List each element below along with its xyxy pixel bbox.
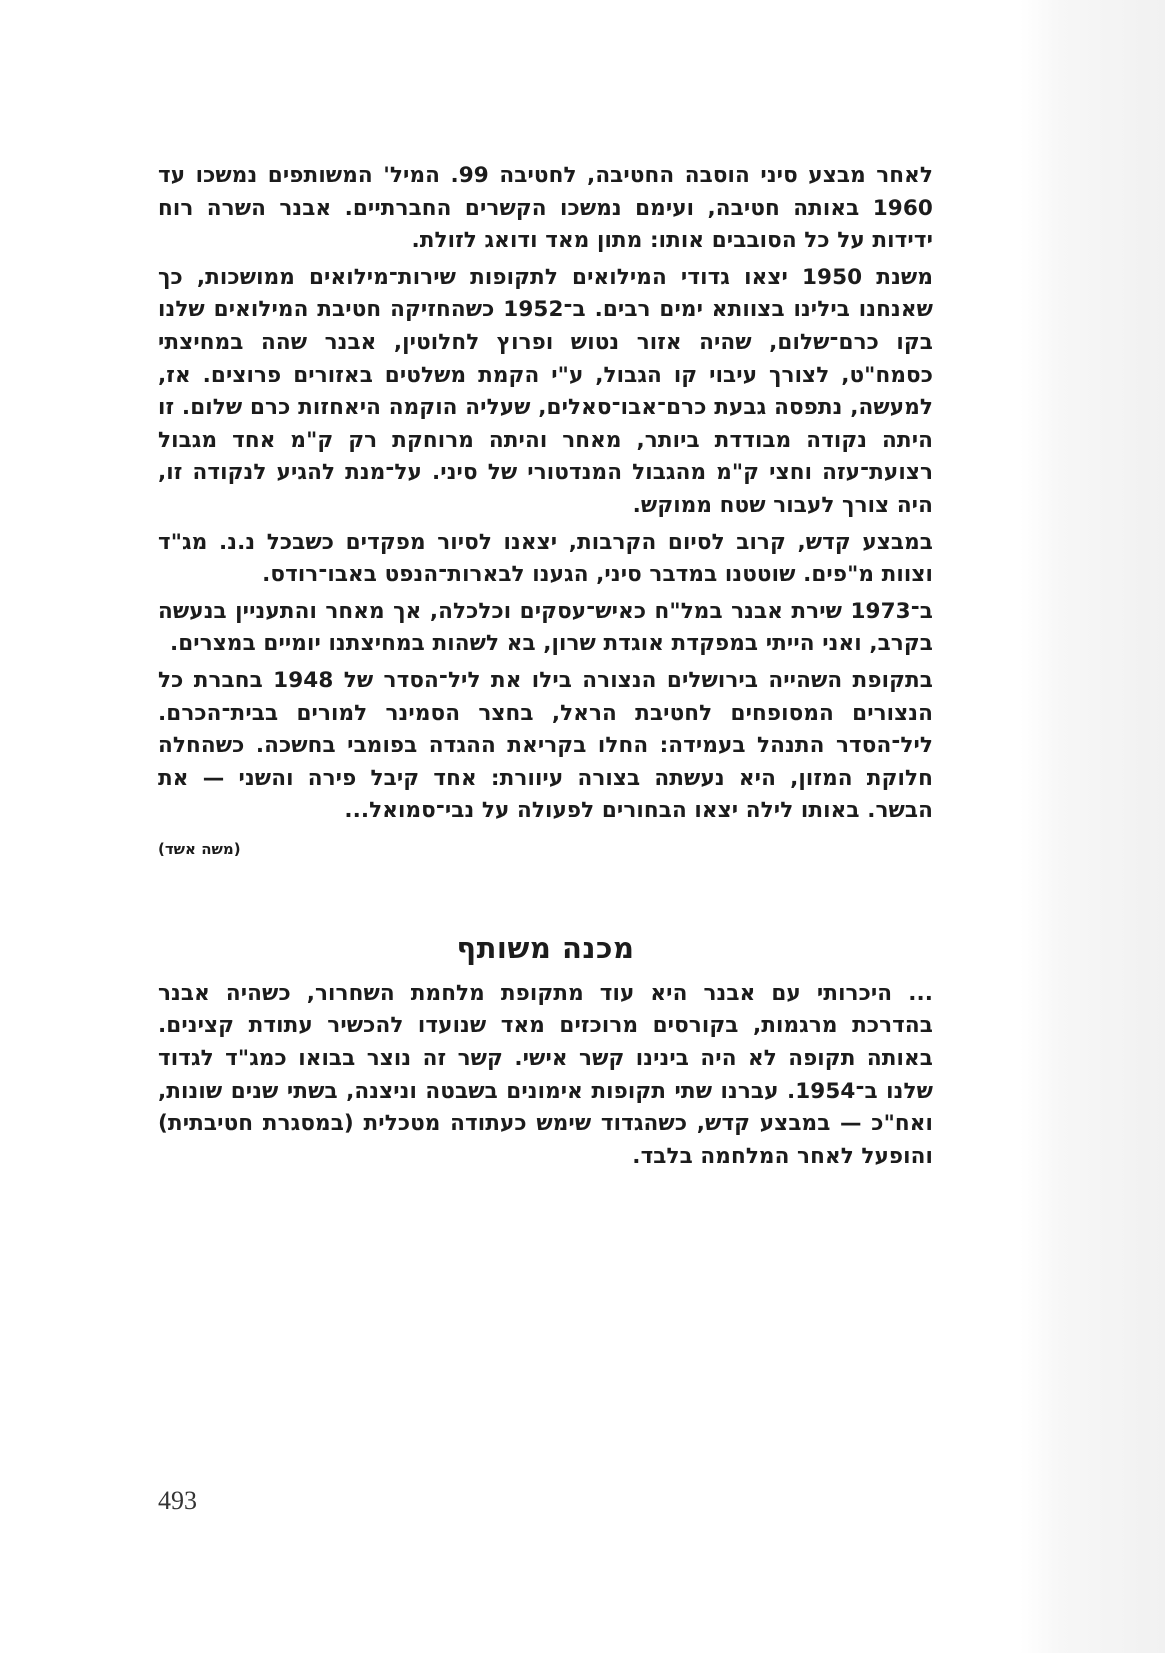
section-title: מכנה משותף xyxy=(456,930,635,965)
paragraph-6: ... היכרותי עם אבנר היא עוד מתקופת מלחמת השחרור, כשהיה אבנר בהדרכת מרגמות, בקורסים מרוכזים מאד שנועדו להכשיר עתודת קצינים. באותה תקופה לא היה בינינו קשר אישי. קשר זה נוצר בבואו כמג"ד לגדוד שלנו ב־1954. עברנו שתי תקופות אימונים בשבטה וניצנה, בשתי שנים שונות, ואח"כ — במבצע קדש, כשהגדוד שימש כעתודה מטכלית (במסגרת חטיבתית) והופעל לאחר המלחמה בלבד. xyxy=(158,980,933,1169)
page-text-block xyxy=(158,160,933,1177)
paragraph-3: במבצע קדש, קרוב לסיום הקרבות, יצאנו לסיור מפקדים כשבכל נ.נ. מג"ד וצוות מ"פים. שוטטנו במדבר סיני, הגענו לבארות־הנפט באבו־רודס. xyxy=(158,529,933,588)
paragraph-1: לאחר מבצע סיני הוסבה החטיבה, לחטיבה 99. המיל' המשותפים נמשכו עד 1960 באותה חטיבה, ועימם נמשכו הקשרים החברתיים. אבנר השרה רוח ידידות על כל הסובבים אותו: מתון מאד ודואג לזולת. xyxy=(158,163,933,254)
paragraph-2: משנת 1950 יצאו גדודי המילואים לתקופות שירות־מילואים ממושכות, כך שאנחנו בילינו בצוותא ימים רבים. ב־1952 כשהחזיקה חטיבת המילואים שלנו בקו כרם־שלום, שהיה אזור נטוש ופרוץ לחלוטין, אבנר שהה במחיצתי כסמח"ט, לצורך עיבוי קו הגבול, ע"י הקמת משלטים באזורים פרוצים. אז, למעשה, נתפסה גבעת כרם־אבו־סאלים, שעליה הוקמה היאחזות כרם שלום. זו היתה נקודה מבודדת ביותר, מאחר והיתה מרוחקת רק ק"מ אחד מגבול רצועת־עזה וחצי ק"מ מהגבול המנדטורי של סיני. על־מנת להגיע לנקודה זו, היה צורך לעבור שטח ממוקש. xyxy=(158,264,933,518)
paragraph-4: ב־1973 שירת אבנר במל"ח כאיש־עסקים וכלכלה, אך מאחר והתעניין בנעשה בקרב, ואני הייתי במפקדת אוגדת שרון, בא לשהות במחיצתנו יומיים במצרים. xyxy=(158,598,933,657)
author-attribution: (משה אשד) xyxy=(158,839,241,858)
page-number: 493 xyxy=(158,1486,197,1515)
paragraph-5: בתקופת השהייה בירושלים הנצורה בילו את ליל־הסדר של 1948 בחברת כל הנצורים המסופחים לחטיבת הראל, בחצר הסמינר למורים בבית־הכרם. ליל־הסדר התנהל בעמידה: החלו בקריאת ההגדה בפומבי בחשכה. כשהחלה חלוקת המזון, היא נעשתה בצורה עיוורת: אחד קיבל פירה והשני — את הבשר. באותו לילה יצאו הבחורים לפעולה על נבי־סמואל... xyxy=(158,667,933,824)
